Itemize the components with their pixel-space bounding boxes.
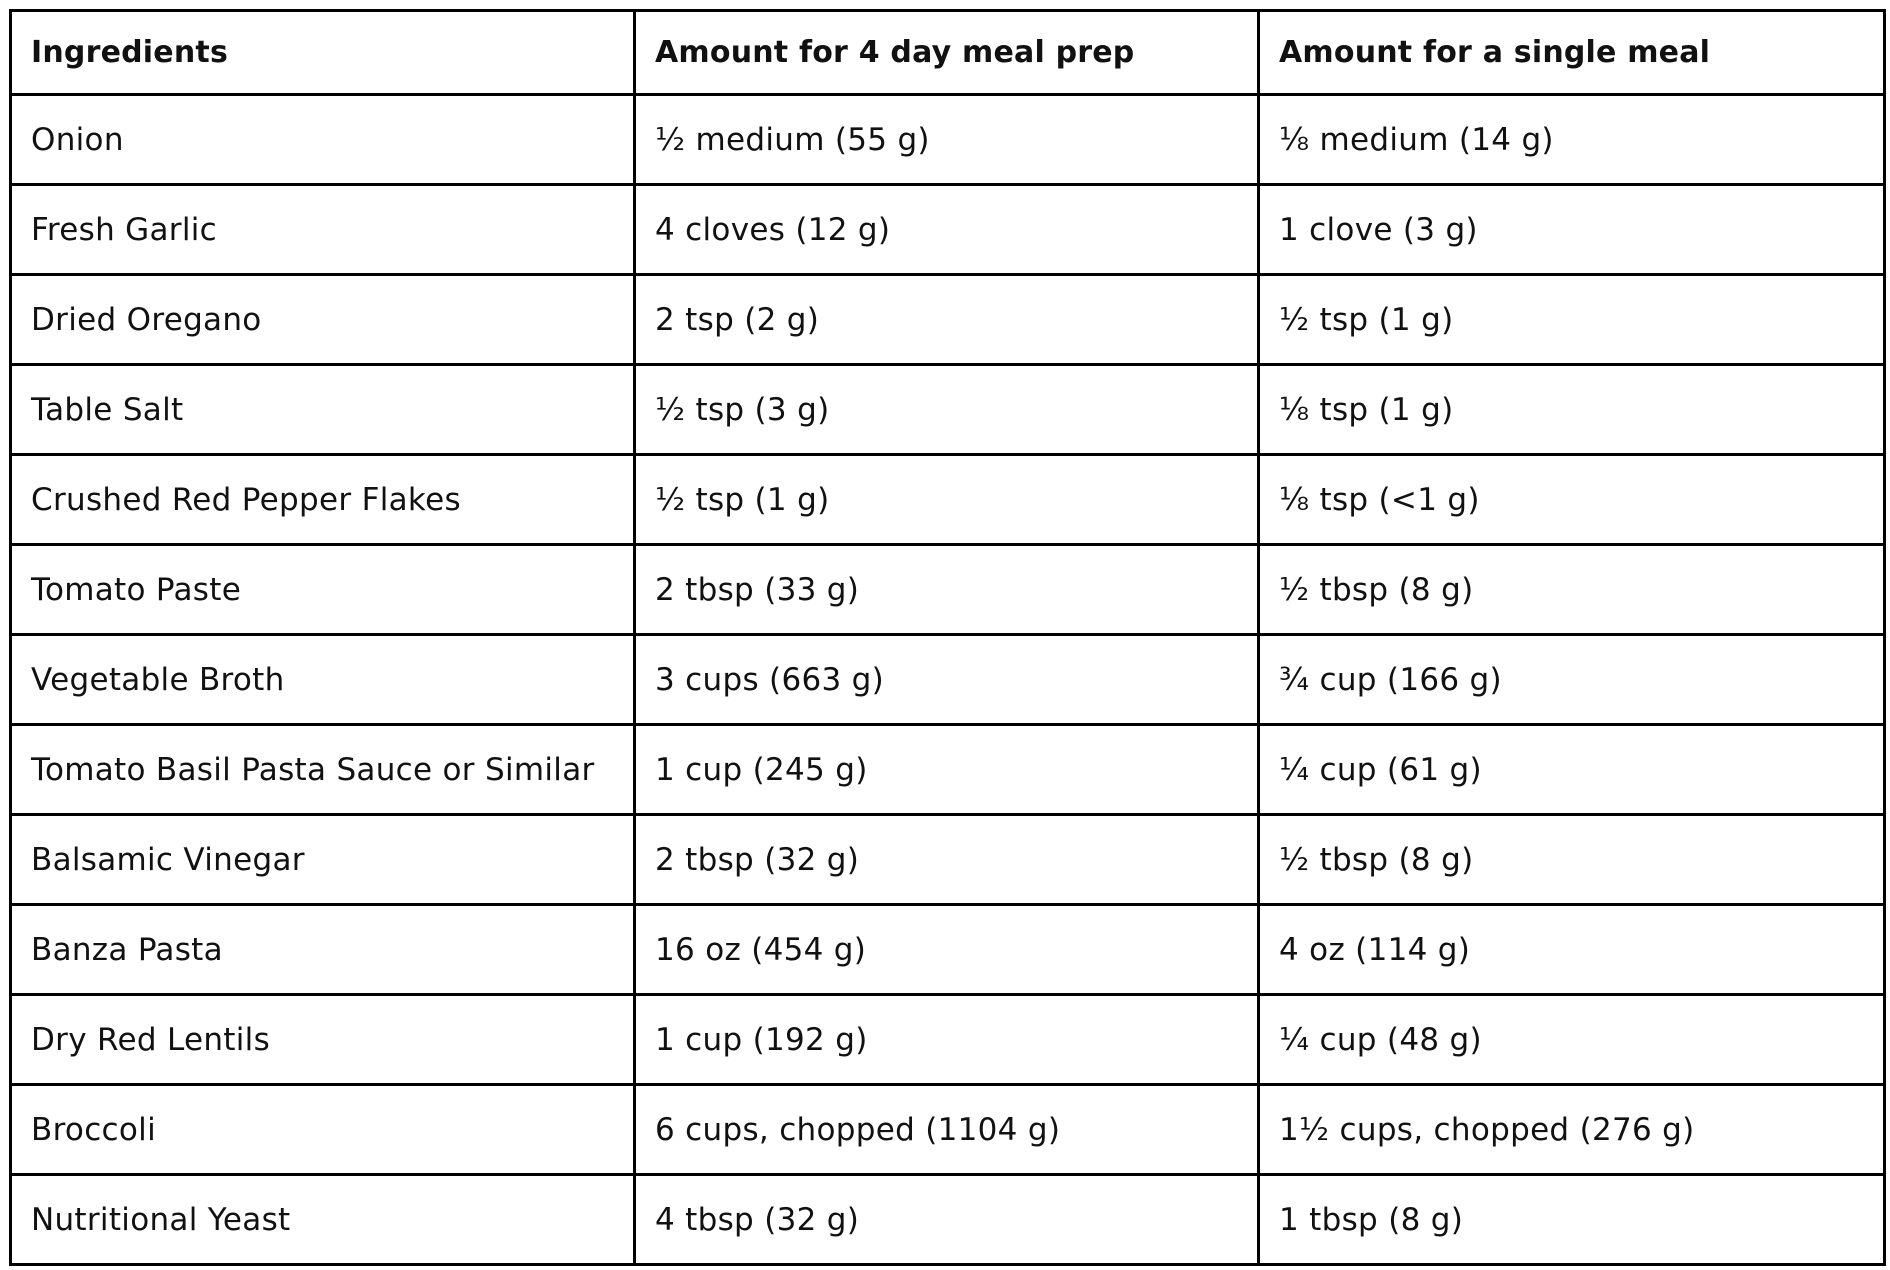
amount-single-cell: 4 oz (114 g) — [1259, 905, 1885, 995]
ingredients-table-container — [9, 9, 1883, 1266]
amount-single-cell: ⅛ tsp (1 g) — [1259, 365, 1885, 455]
amount-4-day-cell: 1 cup (192 g) — [635, 995, 1259, 1085]
amount-single-cell: ½ tsp (1 g) — [1259, 275, 1885, 365]
table-row — [11, 275, 1885, 365]
table-row — [11, 95, 1885, 185]
ingredient-cell: Tomato Paste — [11, 545, 635, 635]
header-amount-single: Amount for a single meal — [1259, 11, 1885, 95]
table-row — [11, 545, 1885, 635]
amount-4-day-cell: 3 cups (663 g) — [635, 635, 1259, 725]
table-row — [11, 1175, 1885, 1265]
amount-single-cell: ⅛ tsp (<1 g) — [1259, 455, 1885, 545]
amount-single-cell: ¼ cup (61 g) — [1259, 725, 1885, 815]
ingredient-cell: Crushed Red Pepper Flakes — [11, 455, 635, 545]
header-ingredients: Ingredients — [11, 11, 635, 95]
header-amount-4-day: Amount for 4 day meal prep — [635, 11, 1259, 95]
amount-4-day-cell: 6 cups, chopped (1104 g) — [635, 1085, 1259, 1175]
table-row — [11, 995, 1885, 1085]
ingredient-cell: Banza Pasta — [11, 905, 635, 995]
ingredient-cell: Vegetable Broth — [11, 635, 635, 725]
amount-single-cell: ½ tbsp (8 g) — [1259, 815, 1885, 905]
amount-4-day-cell: ½ tsp (1 g) — [635, 455, 1259, 545]
amount-4-day-cell: 2 tsp (2 g) — [635, 275, 1259, 365]
table-row — [11, 365, 1885, 455]
amount-single-cell: ¾ cup (166 g) — [1259, 635, 1885, 725]
ingredient-cell: Table Salt — [11, 365, 635, 455]
ingredient-cell: Dried Oregano — [11, 275, 635, 365]
amount-4-day-cell: ½ medium (55 g) — [635, 95, 1259, 185]
amount-4-day-cell: 2 tbsp (32 g) — [635, 815, 1259, 905]
ingredient-cell: Dry Red Lentils — [11, 995, 635, 1085]
amount-single-cell: ½ tbsp (8 g) — [1259, 545, 1885, 635]
amount-single-cell: 1½ cups, chopped (276 g) — [1259, 1085, 1885, 1175]
amount-4-day-cell: 4 cloves (12 g) — [635, 185, 1259, 275]
table-row — [11, 905, 1885, 995]
ingredients-table — [9, 9, 1886, 1266]
amount-single-cell: 1 clove (3 g) — [1259, 185, 1885, 275]
amount-4-day-cell: ½ tsp (3 g) — [635, 365, 1259, 455]
amount-4-day-cell: 1 cup (245 g) — [635, 725, 1259, 815]
ingredient-cell: Nutritional Yeast — [11, 1175, 635, 1265]
table-row — [11, 455, 1885, 545]
ingredient-cell: Tomato Basil Pasta Sauce or Similar — [11, 725, 635, 815]
table-row — [11, 635, 1885, 725]
amount-single-cell: 1 tbsp (8 g) — [1259, 1175, 1885, 1265]
amount-4-day-cell: 16 oz (454 g) — [635, 905, 1259, 995]
table-row — [11, 725, 1885, 815]
ingredient-cell: Broccoli — [11, 1085, 635, 1175]
amount-4-day-cell: 2 tbsp (33 g) — [635, 545, 1259, 635]
ingredient-cell: Onion — [11, 95, 635, 185]
amount-single-cell: ¼ cup (48 g) — [1259, 995, 1885, 1085]
table-row — [11, 1085, 1885, 1175]
amount-single-cell: ⅛ medium (14 g) — [1259, 95, 1885, 185]
table-row — [11, 185, 1885, 275]
table-row — [11, 815, 1885, 905]
ingredient-cell: Balsamic Vinegar — [11, 815, 635, 905]
table-header-row — [11, 11, 1885, 95]
ingredient-cell: Fresh Garlic — [11, 185, 635, 275]
amount-4-day-cell: 4 tbsp (32 g) — [635, 1175, 1259, 1265]
